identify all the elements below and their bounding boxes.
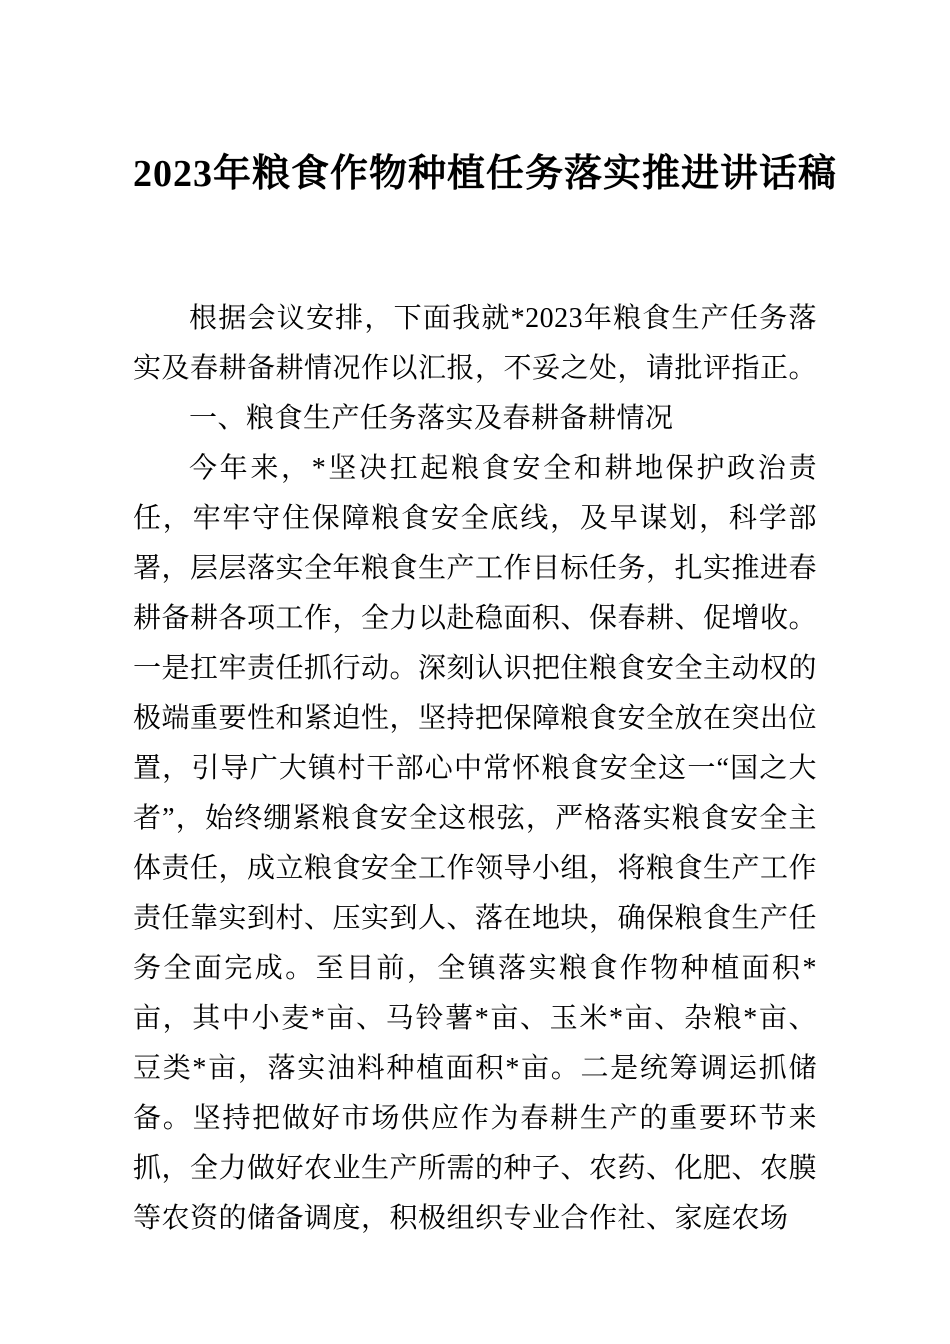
section-heading: 一、粮食生产任务落实及春耕备耕情况 (189, 403, 674, 434)
document-title: 2023年粮食作物种植任务落实推进讲话稿 (133, 153, 838, 195)
paragraph-section-body: 今年来，*坚决扛起粮食安全和耕地保护政治责任，牢牢守住保障粮食安全底线，及早谋划，科学部署，层层落实全年粮食生产工作目标任务，扎实推进春耕备耕各项工作，全力以赴稳面积、保春耕、促增收。一是扛牢责任抓行动。深刻认识把住粮食安全主动权的极端重要性和紧迫性，坚持把保障粮食安全放在突出位置，引导广大镇村干部心中常怀粮食安全这一“国之大者”，始终绷紧粮食安全这根弦，严格落实粮食安全主体责任，成立粮食安全工作领导小组，将粮食生产工作责任靠实到村、压实到人、落在地块，确保粮食生产任务全面完成。至目前，全镇落实粮食作物种植面积*亩，其中小麦*亩、马铃薯*亩、玉米*亩、杂粮*亩、豆类*亩，落实油料种植面积*亩。二是统筹调运抓储备。坚持把做好市场供应作为春耕生产的重要环节来抓，全力做好农业生产所需的种子、农药、化肥、农膜等农资的储备调度，积极组织专业合作社、家庭农场 (133, 453, 818, 1234)
paragraph-intro: 根据会议安排，下面我就*2023年粮食生产任务落实及春耕备耕情况作以汇报，不妥之处，请批评指正。 (133, 303, 818, 384)
